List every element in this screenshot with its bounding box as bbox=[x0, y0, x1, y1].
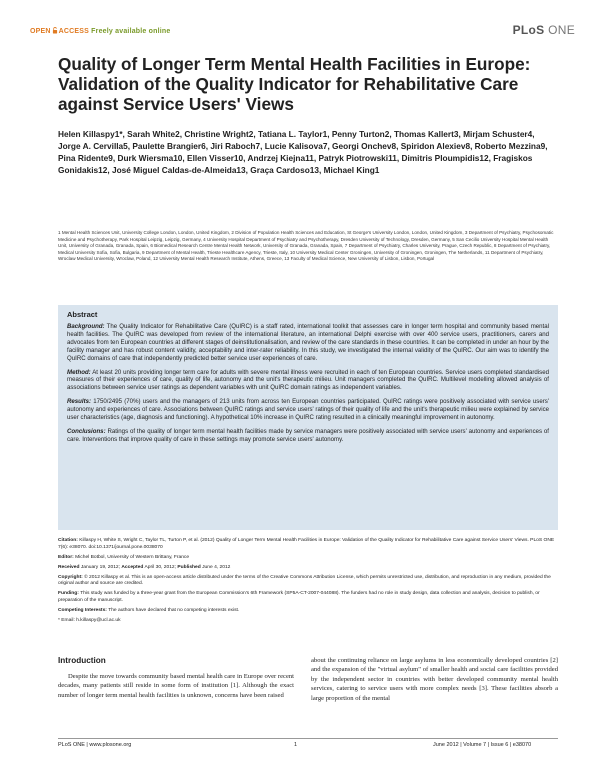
competing-label: Competing Interests: bbox=[58, 607, 107, 613]
journal-header bbox=[30, 23, 575, 41]
abstract-method bbox=[67, 369, 549, 393]
introduction-column-2: about the continuing reliance on large asylums in less economically developed countries [2] and the expansion of the "virtual asylum" of smaller health and social care facilities provided by the independent sector in countries with better developed community mental health services, catering to service users with more complex needs [3]. These facilities absorb a large proportion of the mental bbox=[311, 657, 558, 702]
article-metadata bbox=[58, 538, 558, 628]
funding bbox=[58, 591, 558, 604]
open-lock-icon bbox=[52, 27, 58, 34]
editor bbox=[58, 555, 558, 562]
conclusions-text: Ratings of the quality of longer term mental health facilities made by service managers were positively associated with service users' autonomy and experiences of care. Interventions that improve quality of care in these settings may promote service users' autonomy. bbox=[67, 427, 549, 443]
competing-interests bbox=[58, 608, 558, 615]
competing-text: The authors have declared that no competing interests exist. bbox=[108, 607, 240, 613]
journal-logo bbox=[513, 23, 575, 37]
method-text: At least 20 units providing longer term care for adults with severe mental illness were recruited in each of ten European countries. Service users completed standardised measures of their experiences of care, quality of life, autonomy and the unit's therapeutic milieu. Unit managers completed the QuIRC. Multilevel modelling allowed analysis of associations between service user ratings as dependent variables with unit QuIRC domain ratings as independent variables. bbox=[67, 368, 550, 392]
abstract-conclusions bbox=[67, 428, 549, 444]
journal-logo-one: ONE bbox=[548, 23, 575, 37]
citation-label: Citation: bbox=[58, 538, 78, 543]
footer-divider bbox=[58, 738, 558, 739]
abstract-box bbox=[58, 305, 558, 530]
received-date: January 19, 2012; bbox=[80, 564, 120, 570]
editor-text: Michel Botbol, University of Western Brittany, France bbox=[75, 554, 190, 560]
dates bbox=[58, 565, 558, 572]
copyright bbox=[58, 575, 558, 588]
accepted-label: Accepted bbox=[121, 564, 144, 570]
citation bbox=[58, 538, 558, 551]
open-label: OPEN bbox=[30, 28, 51, 35]
conclusions-label: Conclusions: bbox=[67, 427, 106, 435]
author-list: Helen Killaspy1*, Sarah White2, Christine Wright2, Tatiana L. Taylor1, Penny Turton2, Thomas Kallert3, Mirjam Schuster4, Jorge A. Cervilla5, Paulette Brangier6, Jiri Raboch7, Lucie Kalisova7, Georgi Onchev8, Spiridon Alexiev8, Roberto Mezzina9, Pina Ridente9, Durk Wiersma10, Ellen Visser10, Andrzej Kiejna11, Patryk Piotrowski11, Dimitris Ploumpidis12, Fragiskos Gonidakis12, José Miguel Caldas-de-Almeida13, Graça Cardoso13, Michael King1 bbox=[58, 129, 548, 175]
footer-page-number: 1 bbox=[294, 742, 298, 748]
method-label: Method: bbox=[67, 368, 91, 376]
accepted-date: April 30, 2012; bbox=[144, 564, 177, 570]
copyright-text: © 2012 Killaspy et al. This is an open-access article distributed under the terms of the Creative Commons Attribution License, which permits unrestricted use, distribution, and reproduction in any medium, provided the original author and source are credited. bbox=[58, 574, 551, 587]
email: * Email: h.killaspy@ucl.ac.uk bbox=[58, 618, 121, 624]
footer-journal: PLoS ONE | www.plosone.org bbox=[58, 742, 132, 748]
introduction-heading: Introduction bbox=[58, 656, 106, 665]
background-label: Background: bbox=[67, 323, 105, 330]
access-label: ACCESS bbox=[58, 28, 90, 35]
published-label: Published bbox=[177, 564, 201, 570]
abstract-heading: Abstract bbox=[67, 310, 98, 319]
funding-label: Funding: bbox=[58, 591, 79, 597]
published-date: June 4, 2012 bbox=[202, 564, 231, 570]
freely-available-label: Freely available online bbox=[91, 28, 171, 35]
results-label: Results: bbox=[67, 398, 92, 406]
article-title: Quality of Longer Term Mental Health Facilities in Europe: Validation of the Quality Indicator for Rehabilitative Care against Service Users' Views bbox=[58, 54, 531, 114]
footer-issue: June 2012 | Volume 7 | Issue 6 | e38070 bbox=[433, 742, 532, 748]
editor-label: Editor: bbox=[58, 554, 74, 560]
background-text: The Quality Indicator for Rehabilitative Care (QuIRC) is a staff rated, international toolkit that assesses care in longer term hospital and community based mental health facilities. The QuIRC was developed from review of the international literature, an international Delphi exercise with over 400 service users, practitioners, carers and advocates from ten European countries at different stages of deinstitutionalisation, and review of the care standards in these countries. It can be completed in under an hour by the facility manager and has robust content validity, acceptability and inter-rater reliability. In this study, we investigated the internal validity of the QuIRC. Our aim was to identify the QuIRC domains of care that independently predicted better service user experiences of care. bbox=[67, 323, 549, 362]
journal-logo-plos: PLoS bbox=[512, 23, 545, 37]
results-text: 1750/2495 (70%) users and the managers of 213 units from across ten European countries participated. QuIRC ratings were positively associated with service users' autonomy and experiences of care. Associations between QuIRC ratings and service users' ratings of their quality of life and the unit's therapeutic milieu were explained by service user characteristics (age, diagnosis and functioning). A hypothetical 10% increase in QuIRC rating resulted in a clinically meaningful improvement in autonomy. bbox=[67, 398, 549, 422]
abstract-background bbox=[67, 323, 549, 363]
open-access-badge bbox=[30, 27, 170, 35]
copyright-label: Copyright: bbox=[58, 574, 83, 580]
abstract-results bbox=[67, 398, 549, 422]
received-label: Received bbox=[58, 564, 80, 570]
introduction-column-1: Despite the move towards community based mental health care in Europe over recent decades, many patients still reside in some form of institution [1]. Although the exact number of longer term mental health facilities is unknown, concerns have been raised bbox=[58, 673, 294, 699]
affiliations: 1 Mental Health Sciences Unit, University College London, London, United Kingdom, 2 Division of Population Health Sciences and Education, St George's University London, London, United Kingdom, 3 Department of Psychiatry, Psychosomatic Medicine and Psychotherapy, Park Hospital Leipzig, Leipzig, Germany, 4 University Hospital Department of Psychiatry and Psychotherapy, Dresden University of Technology, Dresden, Germany, 5 San Cecilio University Hospital Mental Health Unit, University of Granada, Granada, Spain, 6 Biomedical Research Centre Mental Health Network, University of Granada, Granada, Spain, 7 Department of Psychiatry, Charles University, Prague, Czech Republic, 8 Department of Psychiatry, Medical University Sofia, Sofia, Bulgaria, 9 Department of Mental Health, Trieste Healthcare Agency, Trieste, Italy, 10 University Medical Center Groningen, University of Groningen, Groningen, The Netherlands, 11 Department of Psychiatry, Wroclaw Medical University, Wroclaw, Poland, 12 University Mental Health Research Institute, Athens, Greece, 13 Faculty of Medical Science, New University of Lisbon, Lisbon, Portugal bbox=[58, 230, 554, 262]
funding-text: This study was funded by a three-year grant from the European Commission's 6th Framework (SP5A-CT-2007-044088). The funders had no role in study design, data collection and analysis, decision to publish, or preparation of the manuscript. bbox=[58, 591, 540, 603]
citation-text: Killaspy H, White S, Wright C, Taylor TL, Turton P, et al. (2012) Quality of Longer Term Mental Health Facilities in Europe: Validation of the Quality Indicator for Rehabilitative Care against Service Users' Views. PLoS ONE 7(6): e38070. doi:10.1371/journal.pone.0038070 bbox=[58, 538, 555, 550]
